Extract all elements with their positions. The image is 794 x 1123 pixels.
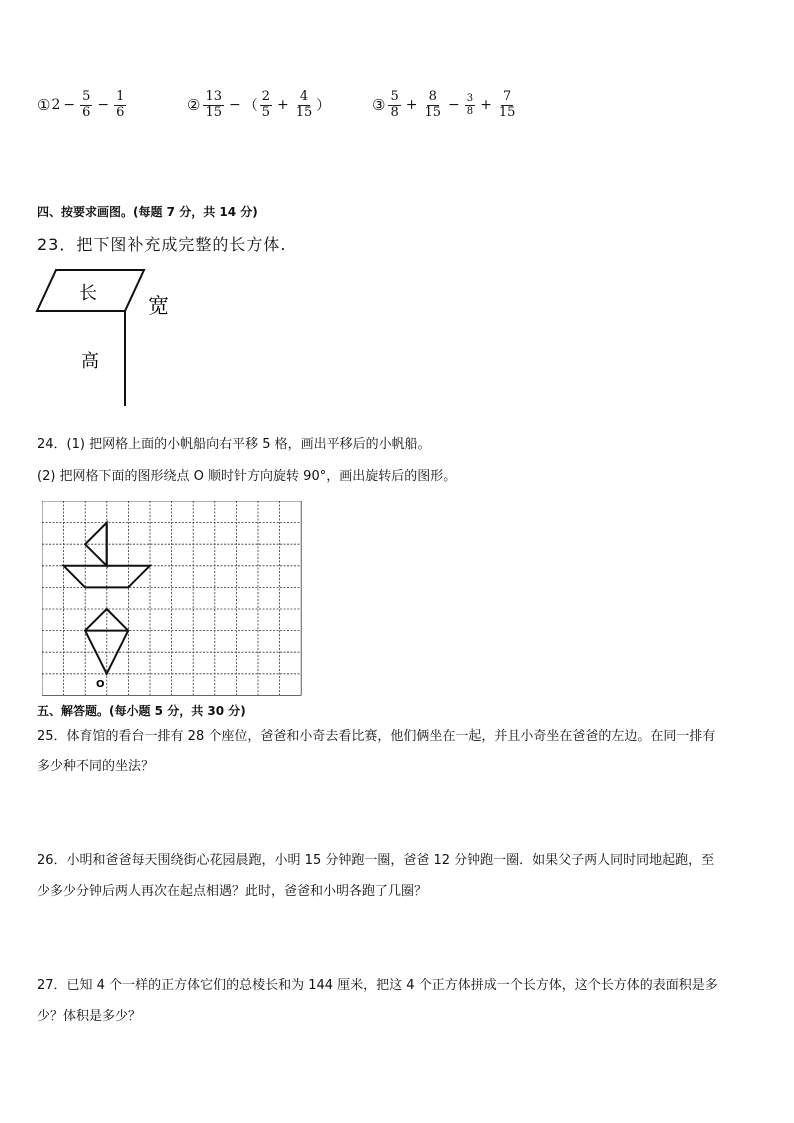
operator: −	[63, 97, 76, 114]
right-paren: ）	[316, 98, 331, 115]
left-paren: （	[243, 98, 258, 115]
operator: −	[97, 97, 110, 114]
question-25-line-1: 25．体育馆的看台一排有 28 个座位，爸爸和小奇去看比赛，他们俩坐在一起，并且小奇坐在爸爸的左边。在同一排有	[37, 729, 716, 744]
operator: −	[229, 97, 241, 114]
question-24-line-2: (2) 把网格下面的图形绕点 O 顺时针方向旋转 90°，画出旋转后的图形。	[37, 469, 457, 484]
section-4-title: 四、按要求画图。(每题 7 分，共 14 分)	[37, 205, 258, 219]
question-27-line-1: 27．已知 4 个一样的正方体它们的总棱长和为 144 厘米，把这 4 个正方体拼成一个长方体，这个长方体的表面积是多	[37, 978, 718, 993]
fraction: $\frac{2}{5}$	[261, 89, 271, 120]
point-o-label: O	[96, 679, 105, 690]
fraction: $\frac{8}{15}$	[424, 89, 442, 120]
operator: −	[448, 97, 460, 114]
grid	[42, 501, 301, 695]
operator: +	[405, 97, 418, 114]
exercise-mark: ①	[37, 96, 51, 115]
fraction: $\frac{3}{8}$	[466, 93, 474, 117]
height-label: 高	[81, 351, 99, 372]
fraction: $\frac{7}{15}$	[498, 89, 516, 120]
fraction: $\frac{4}{15}$	[295, 89, 313, 120]
exercise-2	[187, 90, 330, 121]
cuboid-sketch	[32, 266, 192, 412]
width-label: 宽	[148, 294, 169, 318]
operator: +	[277, 97, 289, 114]
section-5-title: 五、解答题。(每小题 5 分，共 30 分)	[37, 704, 246, 718]
whole-number: 2	[51, 97, 61, 114]
operator: +	[480, 97, 492, 114]
question-26-line-2: 少多少分钟后两人再次在起点相遇？此时，爸爸和小明各跑了几圈？	[37, 884, 428, 899]
question-24-line-1: 24．(1) 把网格上面的小帆船向右平移 5 格，画出平移后的小帆船。	[37, 437, 431, 452]
exercise-mark: ③	[372, 96, 386, 115]
fraction: $\frac{1}{6}$	[116, 89, 125, 120]
fraction: $\frac{5}{6}$	[82, 89, 91, 120]
grid-figure	[42, 501, 302, 697]
length-label: 长	[79, 283, 97, 304]
exercise-1	[37, 90, 128, 121]
question-25-line-2: 多少种不同的坐法？	[37, 759, 155, 774]
question-26-line-1: 26．小明和爸爸每天围绕街心花园晨跑，小明 15 分钟跑一圈，爸爸 12 分钟跑一圈．如果父子两人同时同地起跑，至	[37, 853, 715, 868]
exercise-3	[372, 90, 519, 121]
fraction: $\frac{13}{15}$	[205, 89, 222, 120]
exercise-mark: ②	[187, 96, 201, 115]
question-23-text: 23．把下图补充成完整的长方体.	[37, 235, 287, 254]
question-27-line-2: 少？体积是多少？	[37, 1009, 142, 1024]
fraction: $\frac{5}{8}$	[390, 89, 399, 120]
